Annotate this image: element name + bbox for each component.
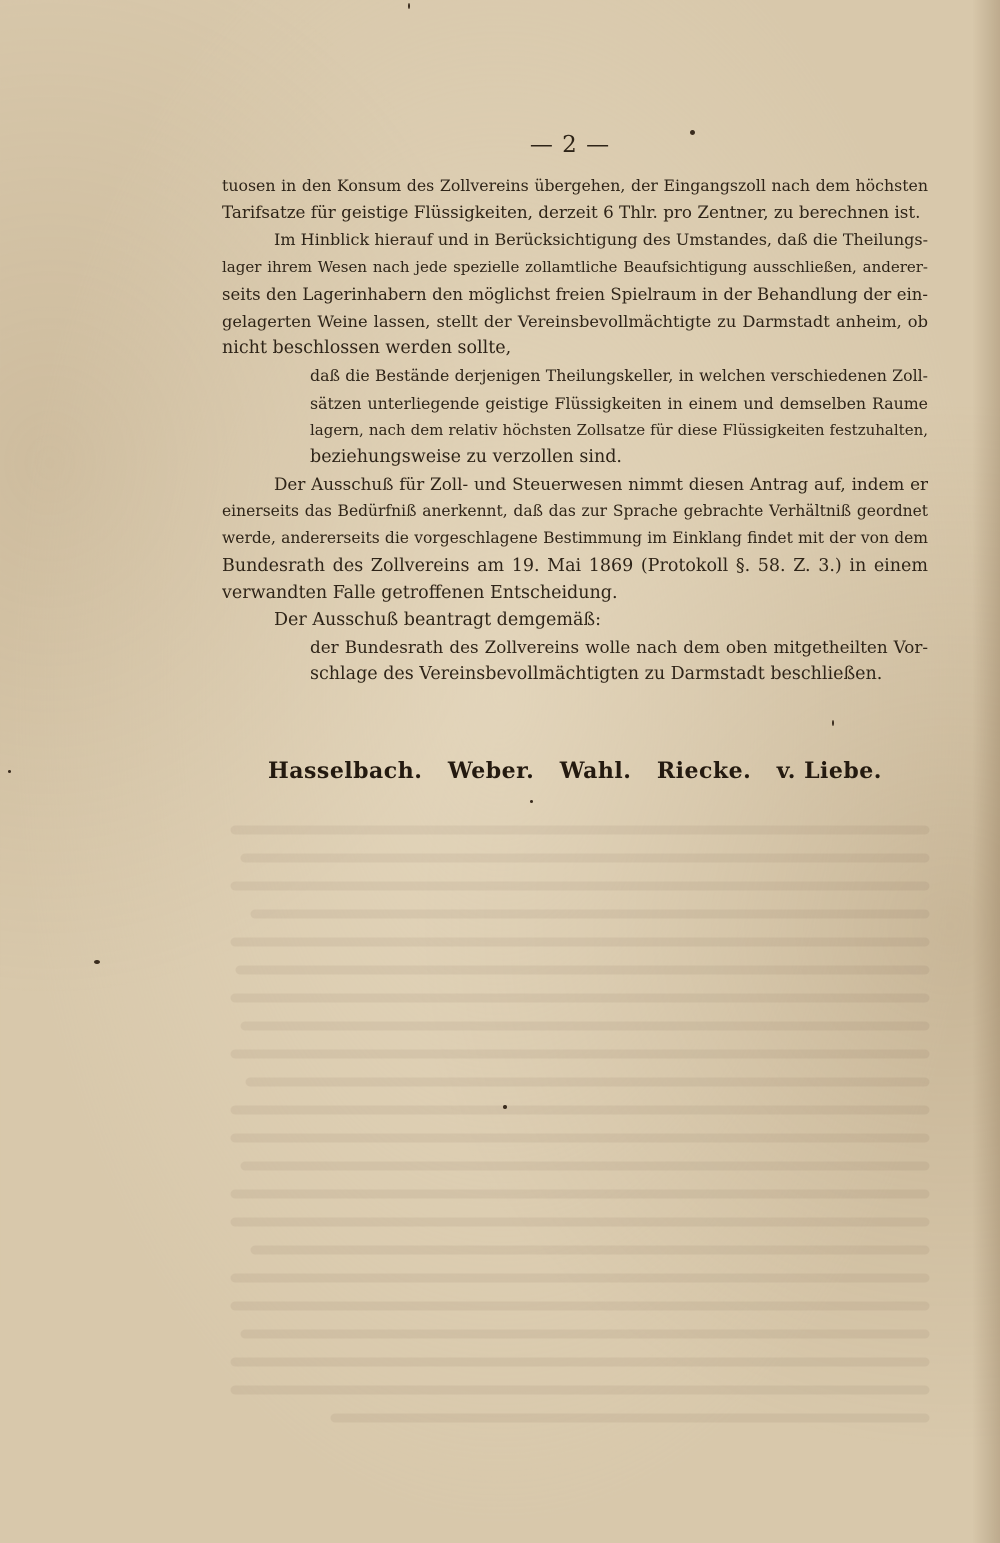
proposal-line: daß die Bestände derjenigen Theilungskeller, in welchen verschiedenen Zoll- — [310, 366, 928, 386]
proposal-line: sätzen unterliegende geistige Flüssigkeiten in einem und demselben Raume — [310, 393, 928, 413]
signature-weber: Weber. — [447, 758, 535, 784]
body-text — [222, 172, 928, 689]
resolution-line: der Bundesrath des Zollvereins wolle nach dem oben mitgetheilten Vor- — [310, 637, 928, 658]
text-line: Der Ausschuß für Zoll- und Steuerwesen nimmt diesen Antrag auf, indem er — [274, 474, 928, 495]
text-line: verwandten Falle getroffenen Entscheidung. — [222, 582, 618, 603]
show-through-lines-icon — [215, 790, 935, 1470]
ink-speck — [832, 720, 834, 726]
text-line: Bundesrath des Zollvereins am 19. Mai 1869 (Protokoll §. 58. Z. 3.) in einem — [222, 555, 928, 576]
show-through-texture — [215, 790, 935, 1479]
proposal-line: beziehungsweise zu verzollen sind. — [310, 446, 622, 467]
ink-speck — [503, 1105, 507, 1109]
ink-speck — [530, 800, 533, 803]
text-line: werde, andererseits die vorgeschlagene Bestimmung im Einklang findet mit der von dem — [222, 529, 928, 548]
text-line: einerseits das Bedürfniß anerkennt, daß das zur Sprache gebrachte Verhältniß geordnet — [222, 502, 928, 521]
signature-hasselbach: Hasselbach. — [268, 758, 423, 784]
text-line: Im Hinblick hierauf und in Berücksichtigung des Umstandes, daß die Theilungs- — [274, 230, 928, 250]
page-shadow — [972, 0, 1000, 1543]
signature-row — [268, 758, 882, 784]
text-line: gelagerten Weine lassen, stellt der Vereinsbevollmächtigte zu Darmstadt anheim, ob — [222, 311, 928, 331]
signature-wahl: Wahl. — [559, 758, 632, 784]
resolution-line: schlage des Vereinsbevollmächtigten zu Darmstadt beschließen. — [310, 664, 883, 685]
ink-speck — [408, 3, 410, 9]
page-number: — 2 — — [529, 132, 611, 158]
text-line: Tarifsatze für geistige Flüssigkeiten, derzeit 6 Thlr. pro Zentner, zu berechnen ist. — [222, 202, 921, 223]
text-line: seits den Lagerinhabern den möglichst freien Spielraum in der Behandlung der ein- — [222, 284, 928, 304]
text-line: Der Ausschuß beantragt demgemäß: — [274, 610, 601, 630]
text-line: nicht beschlossen werden sollte, — [222, 338, 512, 359]
signature-riecke: Riecke. — [656, 758, 752, 784]
proposal-line: lagern, nach dem relativ höchsten Zollsatze für diese Flüssigkeiten festzuhalten, — [310, 420, 928, 439]
text-line: lager ihrem Wesen nach jede spezielle zollamtliche Beaufsichtigung ausschließen, anderer- — [222, 257, 928, 276]
text-line: tuosen in den Konsum des Zollvereins übergehen, der Eingangszoll nach dem höchsten — [222, 176, 928, 195]
ink-speck — [690, 130, 695, 135]
ink-speck — [8, 770, 11, 773]
signature-liebe: v. Liebe. — [776, 758, 882, 784]
ink-speck — [94, 960, 100, 964]
